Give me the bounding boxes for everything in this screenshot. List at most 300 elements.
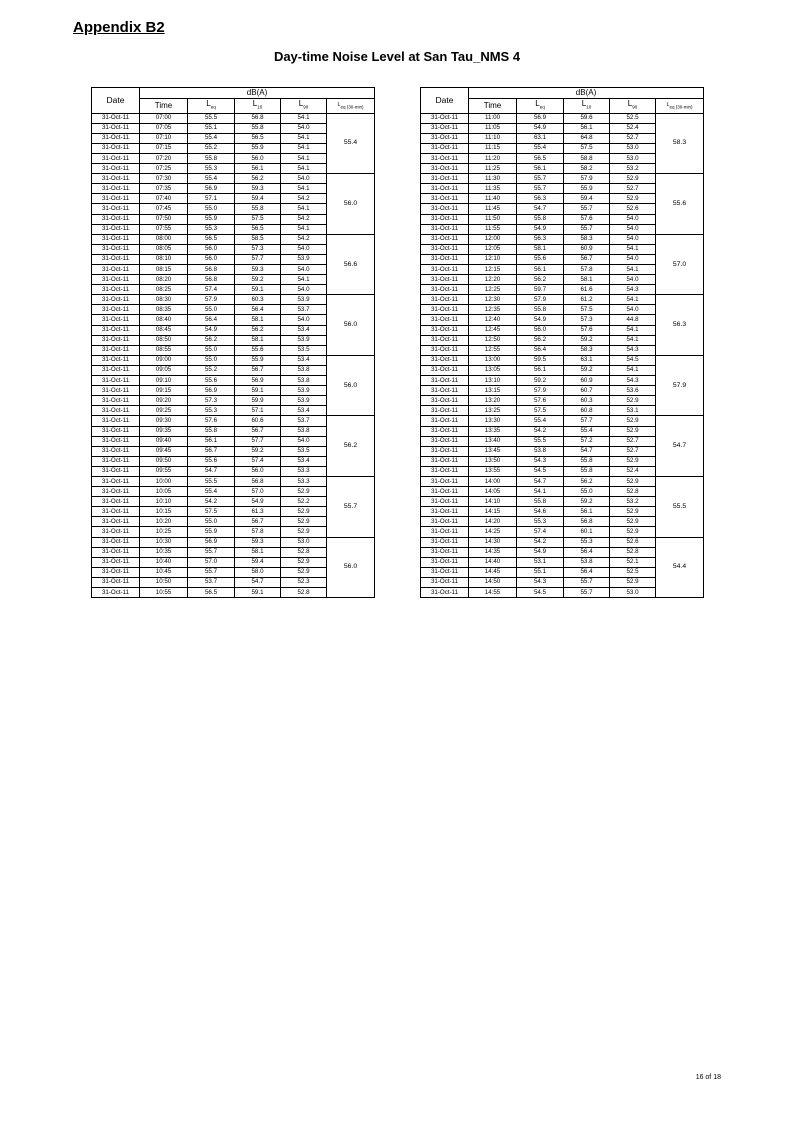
time-cell: 07:35: [140, 184, 188, 194]
leq-cell: 56.1: [517, 164, 564, 174]
table-row: [421, 113, 704, 123]
l90-cell: 53.7: [281, 305, 327, 315]
leq-cell: 56.9: [188, 537, 235, 547]
l10-cell: 57.6: [564, 214, 610, 224]
l10-cell: 56.1: [564, 507, 610, 517]
l90-cell: 52.5: [610, 567, 656, 577]
table-row: [421, 295, 704, 305]
l10-cell: 60.1: [564, 527, 610, 537]
l10-cell: 57.4: [235, 456, 281, 466]
time-cell: 12:15: [469, 265, 517, 275]
l90-cell: 54.3: [610, 345, 656, 355]
date-cell: 31-Oct-11: [92, 557, 140, 567]
l90-cell: 54.0: [281, 244, 327, 254]
leq-cell: 55.3: [188, 406, 235, 416]
l90-cell: 54.1: [281, 113, 327, 123]
date-cell: 31-Oct-11: [421, 345, 469, 355]
time-cell: 08:45: [140, 325, 188, 335]
date-cell: 31-Oct-11: [421, 153, 469, 163]
time-cell: 08:50: [140, 335, 188, 345]
l10-cell: 59.2: [235, 275, 281, 285]
l90-cell: 52.2: [281, 497, 327, 507]
date-cell: 31-Oct-11: [421, 325, 469, 335]
l90-cell: 52.9: [610, 456, 656, 466]
date-cell: 31-Oct-11: [92, 244, 140, 254]
date-cell: 31-Oct-11: [92, 567, 140, 577]
time-cell: 08:10: [140, 254, 188, 264]
leq30-cell: 57.9: [656, 355, 704, 416]
l10-cell: 56.1: [235, 164, 281, 174]
leq-cell: 54.1: [517, 487, 564, 497]
leq-cell: 57.6: [517, 396, 564, 406]
l90-cell: 53.0: [610, 143, 656, 153]
date-cell: 31-Oct-11: [421, 113, 469, 123]
leq-cell: 54.7: [517, 204, 564, 214]
date-cell: 31-Oct-11: [92, 164, 140, 174]
l10-cell: 54.7: [564, 446, 610, 456]
l10-cell: 59.4: [235, 557, 281, 567]
l10-cell: 56.8: [235, 476, 281, 486]
date-cell: 31-Oct-11: [421, 214, 469, 224]
l90-cell: 52.4: [610, 123, 656, 133]
l90-cell: 53.4: [281, 406, 327, 416]
time-cell: 13:00: [469, 355, 517, 365]
l10-cell: 57.7: [235, 436, 281, 446]
date-cell: 31-Oct-11: [92, 436, 140, 446]
l10-cell: 58.5: [235, 234, 281, 244]
date-cell: 31-Oct-11: [92, 285, 140, 295]
l10-cell: 63.1: [564, 355, 610, 365]
leq-cell: 55.1: [517, 567, 564, 577]
time-cell: 09:10: [140, 376, 188, 386]
l90-cell: 54.2: [281, 194, 327, 204]
l90-cell: 54.1: [281, 184, 327, 194]
l90-cell: 53.9: [281, 386, 327, 396]
leq-cell: 56.2: [517, 275, 564, 285]
leq-cell: 55.4: [517, 143, 564, 153]
l90-cell: 52.9: [610, 517, 656, 527]
l10-cell: 59.2: [564, 365, 610, 375]
date-cell: 31-Oct-11: [421, 547, 469, 557]
l10-cell: 58.1: [235, 315, 281, 325]
time-cell: 13:05: [469, 365, 517, 375]
date-cell: 31-Oct-11: [92, 133, 140, 143]
date-cell: 31-Oct-11: [421, 184, 469, 194]
l90-cell: 52.9: [610, 476, 656, 486]
l90-cell: 52.8: [610, 547, 656, 557]
leq-cell: 54.9: [188, 325, 235, 335]
date-cell: 31-Oct-11: [421, 365, 469, 375]
date-cell: 31-Oct-11: [92, 184, 140, 194]
date-cell: 31-Oct-11: [421, 456, 469, 466]
time-cell: 11:15: [469, 143, 517, 153]
l10-cell: 59.1: [235, 588, 281, 598]
l90-cell: 52.9: [281, 567, 327, 577]
leq-cell: 56.3: [517, 194, 564, 204]
time-cell: 12:50: [469, 335, 517, 345]
time-cell: 12:40: [469, 315, 517, 325]
date-cell: 31-Oct-11: [92, 466, 140, 476]
leq-cell: 55.7: [188, 567, 235, 577]
leq-cell: 56.0: [188, 244, 235, 254]
l10-cell: 60.8: [564, 406, 610, 416]
date-cell: 31-Oct-11: [92, 456, 140, 466]
leq-cell: 53.8: [517, 446, 564, 456]
leq-cell: 54.9: [517, 315, 564, 325]
date-cell: 31-Oct-11: [92, 547, 140, 557]
l90-cell: 54.1: [281, 275, 327, 285]
time-cell: 13:40: [469, 436, 517, 446]
leq30-cell: 56.0: [327, 174, 375, 235]
table-body: [421, 113, 704, 598]
date-cell: 31-Oct-11: [92, 416, 140, 426]
l10-cell: 59.1: [235, 285, 281, 295]
l90-cell: 54.1: [281, 224, 327, 234]
leq-cell: 55.2: [188, 365, 235, 375]
l90-cell: 52.9: [610, 507, 656, 517]
l90-cell: 52.7: [610, 133, 656, 143]
l10-cell: 56.4: [564, 567, 610, 577]
date-cell: 31-Oct-11: [92, 305, 140, 315]
time-header: Time: [140, 99, 188, 114]
leq-cell: 53.7: [188, 577, 235, 587]
date-cell: 31-Oct-11: [92, 325, 140, 335]
date-cell: 31-Oct-11: [421, 426, 469, 436]
l90-cell: 52.9: [281, 557, 327, 567]
l90-cell: 53.9: [281, 295, 327, 305]
time-cell: 09:35: [140, 426, 188, 436]
date-cell: 31-Oct-11: [421, 517, 469, 527]
time-cell: 09:55: [140, 466, 188, 476]
l90-cell: 52.9: [610, 527, 656, 537]
leq-cell: 55.4: [188, 487, 235, 497]
leq30-cell: 55.4: [327, 113, 375, 174]
l90-cell: 54.0: [610, 234, 656, 244]
l10-cell: 57.5: [235, 214, 281, 224]
table-row: [92, 355, 375, 365]
time-cell: 12:25: [469, 285, 517, 295]
leq-cell: 55.8: [517, 214, 564, 224]
l90-cell: 54.1: [281, 143, 327, 153]
time-cell: 11:20: [469, 153, 517, 163]
date-cell: 31-Oct-11: [92, 588, 140, 598]
leq-cell: 56.1: [517, 365, 564, 375]
time-cell: 10:55: [140, 588, 188, 598]
l90-cell: 54.1: [281, 153, 327, 163]
l90-cell: 53.9: [281, 396, 327, 406]
leq30-cell: 56.0: [327, 537, 375, 598]
time-cell: 11:55: [469, 224, 517, 234]
l10-cell: 57.1: [235, 406, 281, 416]
leq-cell: 59.2: [517, 376, 564, 386]
time-cell: 10:20: [140, 517, 188, 527]
time-cell: 13:30: [469, 416, 517, 426]
l90-cell: 54.1: [610, 295, 656, 305]
leq-cell: 55.9: [188, 527, 235, 537]
time-cell: 11:25: [469, 164, 517, 174]
time-cell: 07:40: [140, 194, 188, 204]
l90-cell: 52.9: [610, 416, 656, 426]
date-cell: 31-Oct-11: [92, 537, 140, 547]
leq-cell: 55.8: [188, 426, 235, 436]
leq30-header: $L_{eq (30-min)}$: [656, 99, 704, 114]
date-cell: 31-Oct-11: [92, 446, 140, 456]
l90-cell: 52.7: [610, 446, 656, 456]
l90-cell: 54.0: [281, 123, 327, 133]
l10-cell: 60.9: [564, 376, 610, 386]
leq-cell: 54.9: [517, 123, 564, 133]
date-cell: 31-Oct-11: [92, 123, 140, 133]
leq-cell: 56.5: [188, 234, 235, 244]
leq-cell: 54.9: [517, 547, 564, 557]
leq-cell: 57.3: [188, 396, 235, 406]
l10-cell: 56.7: [235, 426, 281, 436]
l90-cell: 53.8: [281, 365, 327, 375]
time-cell: 13:20: [469, 396, 517, 406]
l90-cell: 53.4: [281, 355, 327, 365]
l10-cell: 60.6: [235, 416, 281, 426]
l10-cell: 56.7: [235, 365, 281, 375]
l10-header: $L_{10}$: [235, 99, 281, 114]
time-cell: 08:40: [140, 315, 188, 325]
time-cell: 13:50: [469, 456, 517, 466]
l10-cell: 59.1: [235, 386, 281, 396]
l90-cell: 54.0: [610, 214, 656, 224]
date-cell: 31-Oct-11: [92, 406, 140, 416]
time-cell: 07:20: [140, 153, 188, 163]
leq-cell: 55.9: [188, 214, 235, 224]
time-cell: 13:45: [469, 446, 517, 456]
time-cell: 11:05: [469, 123, 517, 133]
date-cell: 31-Oct-11: [421, 588, 469, 598]
leq-cell: 55.6: [517, 254, 564, 264]
l90-cell: 52.9: [281, 517, 327, 527]
l90-header: $L_{90}$: [610, 99, 656, 114]
leq-cell: 54.2: [517, 537, 564, 547]
leq30-header: $L_{eq (30-min)}$: [327, 99, 375, 114]
leq30-cell: 57.0: [656, 234, 704, 295]
date-cell: 31-Oct-11: [421, 386, 469, 396]
l90-cell: 52.7: [610, 184, 656, 194]
leq-header: $L_{eq}$: [188, 99, 235, 114]
date-cell: 31-Oct-11: [421, 305, 469, 315]
l90-cell: 44.8: [610, 315, 656, 325]
l10-cell: 56.9: [235, 376, 281, 386]
l90-cell: 53.0: [610, 153, 656, 163]
date-cell: 31-Oct-11: [421, 295, 469, 305]
date-cell: 31-Oct-11: [421, 567, 469, 577]
appendix-label: Appendix B2: [73, 19, 165, 36]
l90-cell: 52.8: [610, 487, 656, 497]
table-row: [421, 174, 704, 184]
time-cell: 07:30: [140, 174, 188, 184]
leq-cell: 56.1: [188, 436, 235, 446]
l10-cell: 56.0: [235, 153, 281, 163]
page-title: Day-time Noise Level at San Tau_NMS 4: [273, 49, 521, 64]
l10-cell: 58.0: [235, 567, 281, 577]
l10-cell: 55.6: [235, 345, 281, 355]
date-cell: 31-Oct-11: [421, 234, 469, 244]
time-cell: 09:05: [140, 365, 188, 375]
date-cell: 31-Oct-11: [92, 295, 140, 305]
leq30-cell: 54.7: [656, 416, 704, 477]
leq-cell: 55.4: [517, 416, 564, 426]
l10-cell: 55.7: [564, 224, 610, 234]
date-cell: 31-Oct-11: [421, 315, 469, 325]
leq-cell: 54.7: [517, 476, 564, 486]
time-cell: 14:10: [469, 497, 517, 507]
date-cell: 31-Oct-11: [421, 497, 469, 507]
date-cell: 31-Oct-11: [92, 487, 140, 497]
l10-cell: 58.8: [564, 153, 610, 163]
date-cell: 31-Oct-11: [421, 254, 469, 264]
date-cell: 31-Oct-11: [92, 355, 140, 365]
date-cell: 31-Oct-11: [92, 224, 140, 234]
leq-cell: 54.3: [517, 577, 564, 587]
l90-cell: 54.1: [281, 204, 327, 214]
leq-cell: 55.7: [517, 184, 564, 194]
time-cell: 12:05: [469, 244, 517, 254]
time-cell: 14:05: [469, 487, 517, 497]
date-cell: 31-Oct-11: [92, 315, 140, 325]
time-cell: 14:15: [469, 507, 517, 517]
table-row: [92, 234, 375, 244]
leq-cell: 54.5: [517, 588, 564, 598]
leq-cell: 55.0: [188, 305, 235, 315]
l90-cell: 52.4: [610, 466, 656, 476]
date-cell: 31-Oct-11: [92, 365, 140, 375]
l10-cell: 59.2: [564, 497, 610, 507]
date-cell: 31-Oct-11: [421, 275, 469, 285]
l90-cell: 52.1: [610, 557, 656, 567]
leq-cell: 55.5: [188, 476, 235, 486]
leq-cell: 57.6: [188, 416, 235, 426]
date-header: Date: [421, 88, 469, 114]
l10-cell: 59.3: [235, 265, 281, 275]
leq30-cell: 56.0: [327, 295, 375, 356]
leq-cell: 54.3: [517, 456, 564, 466]
date-cell: 31-Oct-11: [92, 265, 140, 275]
time-cell: 08:00: [140, 234, 188, 244]
time-cell: 09:15: [140, 386, 188, 396]
leq-cell: 57.4: [188, 285, 235, 295]
time-cell: 09:30: [140, 416, 188, 426]
leq30-cell: 55.7: [327, 476, 375, 537]
date-cell: 31-Oct-11: [421, 376, 469, 386]
l90-cell: 52.7: [610, 436, 656, 446]
time-cell: 12:30: [469, 295, 517, 305]
leq-cell: 54.9: [517, 224, 564, 234]
date-header: Date: [92, 88, 140, 114]
l10-cell: 56.8: [235, 113, 281, 123]
l10-cell: 60.9: [564, 244, 610, 254]
l10-cell: 57.5: [564, 305, 610, 315]
leq-cell: 56.5: [517, 153, 564, 163]
leq-cell: 57.9: [517, 386, 564, 396]
time-cell: 12:20: [469, 275, 517, 285]
time-cell: 09:40: [140, 436, 188, 446]
l90-cell: 52.9: [610, 396, 656, 406]
time-cell: 07:10: [140, 133, 188, 143]
l90-cell: 53.9: [281, 335, 327, 345]
leq-cell: 57.5: [517, 406, 564, 416]
time-cell: 14:35: [469, 547, 517, 557]
time-cell: 07:15: [140, 143, 188, 153]
l10-cell: 61.6: [564, 285, 610, 295]
leq30-cell: 56.2: [327, 416, 375, 477]
time-cell: 11:40: [469, 194, 517, 204]
time-cell: 08:20: [140, 275, 188, 285]
l10-cell: 56.0: [235, 466, 281, 476]
l10-cell: 56.5: [235, 133, 281, 143]
time-cell: 09:50: [140, 456, 188, 466]
time-cell: 07:05: [140, 123, 188, 133]
date-cell: 31-Oct-11: [92, 113, 140, 123]
l90-cell: 54.1: [610, 325, 656, 335]
date-cell: 31-Oct-11: [92, 476, 140, 486]
date-cell: 31-Oct-11: [92, 335, 140, 345]
time-cell: 13:35: [469, 426, 517, 436]
l10-cell: 58.2: [564, 164, 610, 174]
date-cell: 31-Oct-11: [92, 194, 140, 204]
l90-cell: 52.9: [281, 487, 327, 497]
date-cell: 31-Oct-11: [421, 507, 469, 517]
leq-cell: 54.5: [517, 466, 564, 476]
l10-cell: 55.8: [564, 466, 610, 476]
date-cell: 31-Oct-11: [421, 123, 469, 133]
l10-cell: 59.6: [564, 113, 610, 123]
leq-cell: 55.0: [188, 355, 235, 365]
leq-cell: 56.3: [517, 234, 564, 244]
leq-cell: 56.2: [517, 335, 564, 345]
table-row: [421, 537, 704, 547]
l90-cell: 53.8: [281, 376, 327, 386]
leq-cell: 55.6: [188, 456, 235, 466]
l10-cell: 57.8: [564, 265, 610, 275]
l10-cell: 53.8: [564, 557, 610, 567]
l10-cell: 57.9: [564, 174, 610, 184]
date-cell: 31-Oct-11: [92, 275, 140, 285]
date-cell: 31-Oct-11: [92, 234, 140, 244]
time-cell: 10:05: [140, 487, 188, 497]
time-cell: 08:30: [140, 295, 188, 305]
leq-cell: 55.8: [517, 305, 564, 315]
time-cell: 07:00: [140, 113, 188, 123]
leq-cell: 55.7: [188, 547, 235, 557]
leq-cell: 56.1: [517, 265, 564, 275]
leq-cell: 55.8: [188, 153, 235, 163]
l90-cell: 54.0: [281, 265, 327, 275]
l10-cell: 56.8: [564, 517, 610, 527]
leq-cell: 57.0: [188, 557, 235, 567]
leq30-cell: 58.3: [656, 113, 704, 174]
l10-cell: 58.3: [564, 234, 610, 244]
time-cell: 14:40: [469, 557, 517, 567]
date-cell: 31-Oct-11: [421, 265, 469, 275]
l10-cell: 58.1: [235, 335, 281, 345]
time-header: Time: [469, 99, 517, 114]
leq-cell: 56.7: [188, 446, 235, 456]
leq30-cell: 56.0: [327, 355, 375, 416]
leq-cell: 56.9: [188, 386, 235, 396]
date-cell: 31-Oct-11: [421, 466, 469, 476]
l10-cell: 55.9: [564, 184, 610, 194]
date-cell: 31-Oct-11: [92, 143, 140, 153]
time-cell: 10:25: [140, 527, 188, 537]
date-cell: 31-Oct-11: [421, 396, 469, 406]
time-cell: 09:25: [140, 406, 188, 416]
date-cell: 31-Oct-11: [92, 204, 140, 214]
